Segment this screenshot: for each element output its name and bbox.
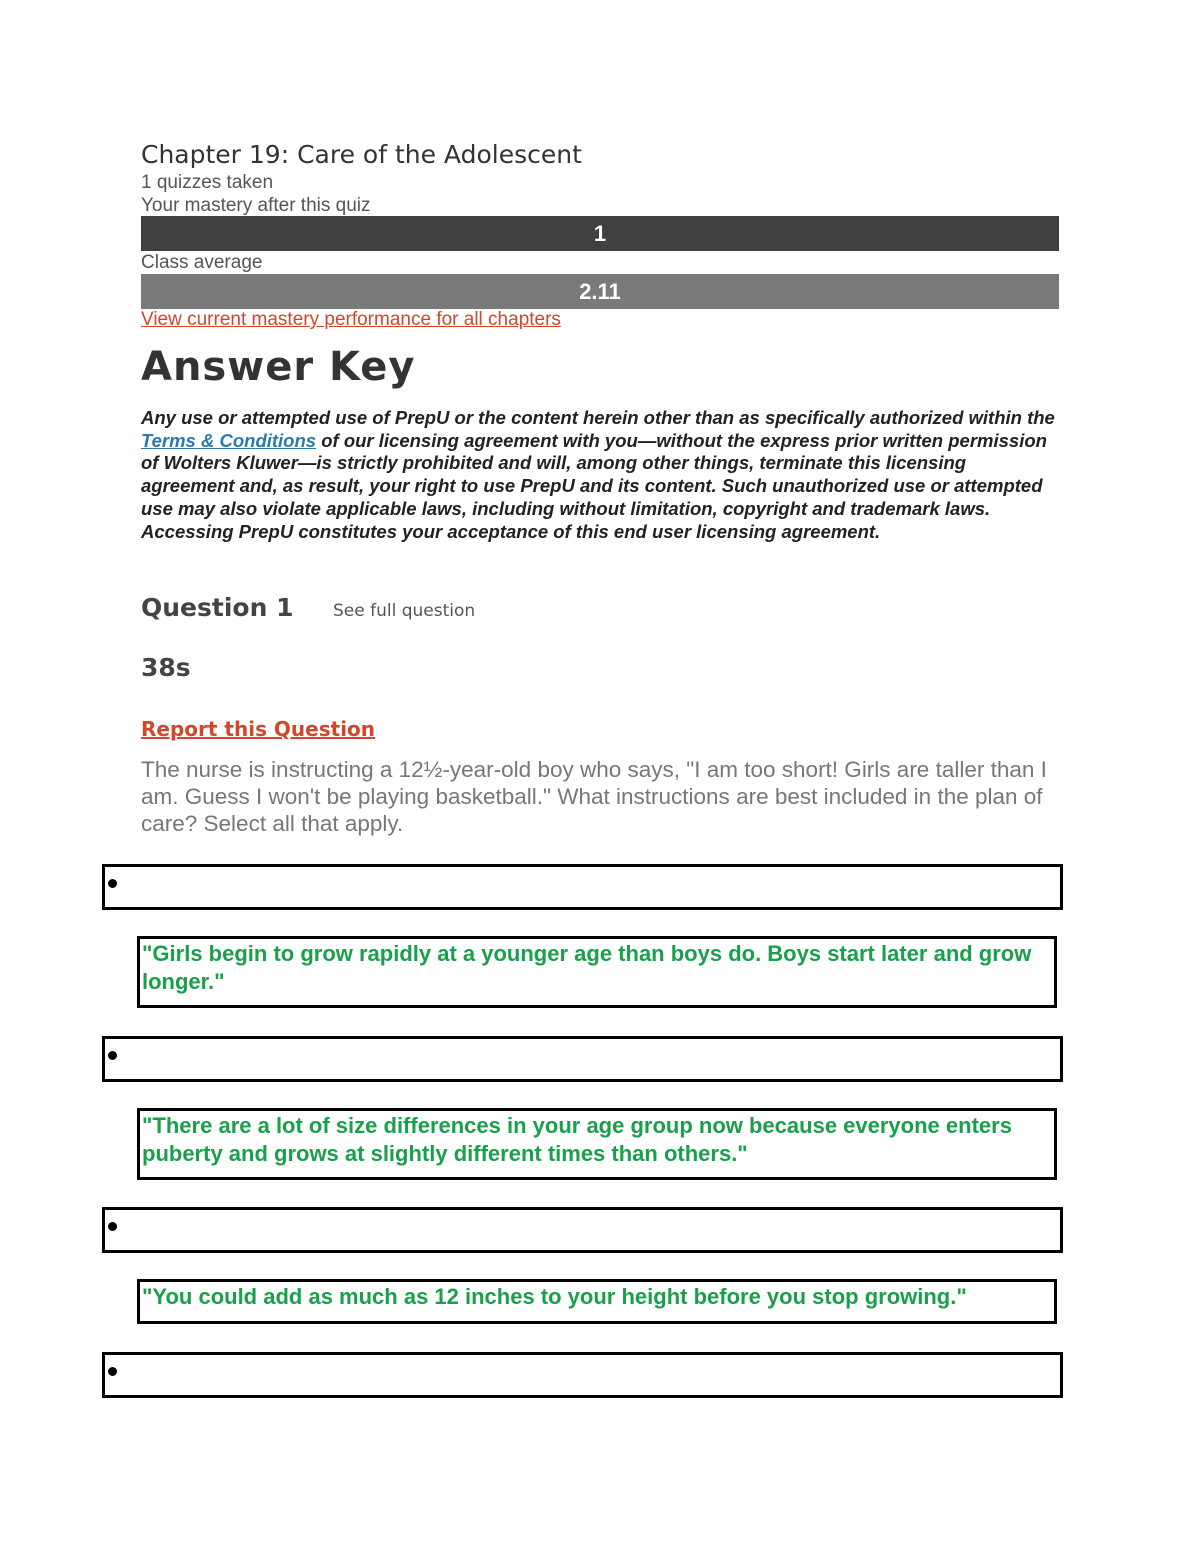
answer-bullet-row xyxy=(102,1036,1063,1082)
question-text: The nurse is instructing a 12½-year-old boy who says, "I am too short! Girls are taller than I am. Guess I won't be playing basketball." What instructions are best included in the plan of care? Select all that apply. xyxy=(141,757,1047,836)
question-time: 38s xyxy=(141,653,191,682)
class-average-bar xyxy=(141,274,1059,309)
question-title: Question 1 xyxy=(141,593,294,622)
mastery-bar xyxy=(141,216,1059,251)
answer-bullet-row xyxy=(102,1352,1063,1398)
terms-conditions-link[interactable]: Terms & Conditions xyxy=(141,429,317,451)
mastery-label: Your mastery after this quiz xyxy=(141,195,371,216)
answer-key-heading: Answer Key xyxy=(141,344,416,390)
mastery-value: 1 xyxy=(593,220,607,246)
class-average-value: 2.11 xyxy=(579,278,621,304)
view-mastery-link[interactable]: View current mastery performance for all chapters xyxy=(141,309,561,330)
bullet-icon xyxy=(108,1051,117,1060)
bullet-icon xyxy=(108,879,117,888)
class-average-label: Class average xyxy=(141,252,263,273)
answer-bullet-row xyxy=(102,864,1063,910)
correct-answer: "You could add as much as 12 inches to your height before you stop growing." xyxy=(137,1279,1057,1324)
correct-answer: "There are a lot of size differences in your age group now because everyone enters puberty and grows at slightly different times than others." xyxy=(137,1108,1057,1180)
disclaimer-text-end: of our licensing agreement with you—without the express prior written permission of Wolters Kluwer—is strictly prohibited and will, among other things, terminate this licensing agreement and, as result, your right to use PrepU and its content. Such unauthorized use or attempted use may also violate applicable laws, including without limitation, copyright and trademark laws. Accessing PrepU constitutes your acceptance of this end user licensing agreement. xyxy=(141,429,1047,542)
see-full-question-link[interactable]: See full question xyxy=(333,601,476,621)
report-question-link[interactable]: Report this Question xyxy=(141,717,376,741)
bullet-icon xyxy=(108,1367,117,1376)
license-disclaimer xyxy=(141,407,1056,543)
answer-bullet-row xyxy=(102,1207,1063,1253)
bullet-icon xyxy=(108,1222,117,1231)
chapter-title: Chapter 19: Care of the Adolescent xyxy=(141,140,582,169)
correct-answer: "Girls begin to grow rapidly at a younger age than boys do. Boys start later and grow longer." xyxy=(137,936,1057,1008)
disclaimer-text-start: Any use or attempted use of PrepU or the content herein other than as specifically authorized within the xyxy=(141,407,1055,428)
quizzes-taken: 1 quizzes taken xyxy=(141,172,274,193)
